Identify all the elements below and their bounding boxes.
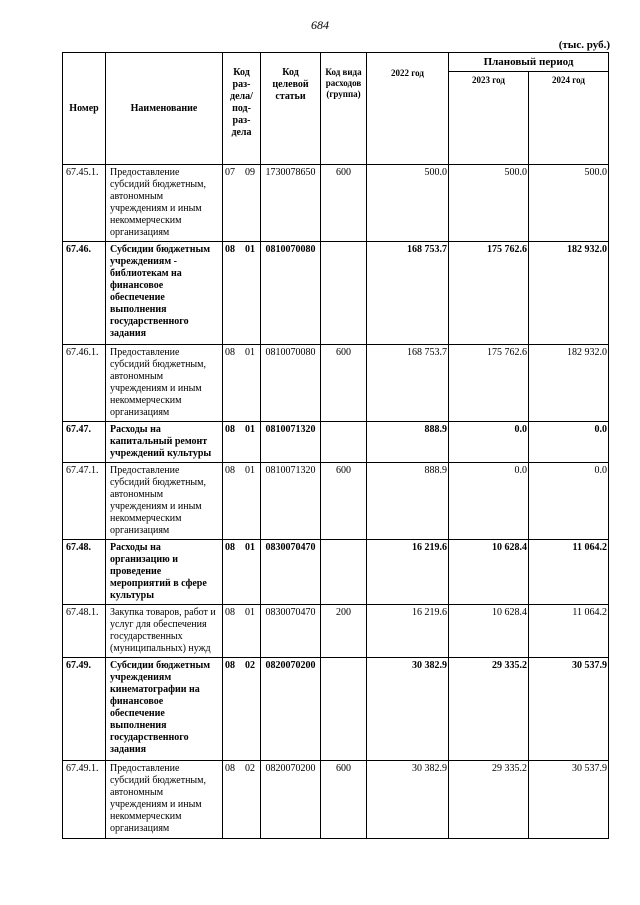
row-name: Предоставление субсидий бюджетным, автономным учреждениям и иным некоммерческим организациям: [106, 345, 223, 422]
table-row: [63, 463, 609, 540]
row-podrazdel: 02: [245, 763, 255, 774]
row-section-code: [223, 658, 261, 761]
row-number: 67.47.1.: [63, 463, 106, 540]
row-podrazdel: 01: [245, 465, 255, 476]
row-number: 67.49.: [63, 658, 106, 761]
row-2024: 30 537.9: [529, 658, 609, 761]
row-section-code: [223, 422, 261, 463]
row-name: Предоставление субсидий бюджетным, автономным учреждениям и иным некоммерческим организациям: [106, 165, 223, 242]
header-expense-type-code: Код вида расходов (группа): [321, 53, 367, 165]
header-section-code: Код раз-дела/ под-раз-дела: [223, 53, 261, 165]
table-row: [63, 605, 609, 658]
row-razdel: 08: [225, 763, 235, 774]
row-2024: 500.0: [529, 165, 609, 242]
header-year-2022: 2022 год: [367, 53, 449, 165]
row-number: 67.47.: [63, 422, 106, 463]
row-section-code: [223, 540, 261, 605]
row-name: Предоставление субсидий бюджетным, автономным учреждениям и иным некоммерческим организациям: [106, 463, 223, 540]
row-target-code: 0810071320: [261, 463, 321, 540]
row-expense-type: [321, 242, 367, 345]
page-number: 684: [311, 18, 329, 32]
row-podrazdel: 01: [245, 424, 255, 435]
row-2023: 0.0: [449, 422, 529, 463]
row-razdel: 08: [225, 542, 235, 553]
row-razdel: 08: [225, 424, 235, 435]
row-podrazdel: 01: [245, 347, 255, 358]
header-year-2024: 2024 год: [529, 72, 609, 165]
row-2022: 30 382.9: [367, 658, 449, 761]
row-2023: 10 628.4: [449, 605, 529, 658]
row-podrazdel: 09: [245, 167, 255, 178]
row-expense-type: 200: [321, 605, 367, 658]
row-razdel: 08: [225, 347, 235, 358]
row-2023: 10 628.4: [449, 540, 529, 605]
row-target-code: 0810070080: [261, 345, 321, 422]
table-row: [63, 165, 609, 242]
row-2022: 500.0: [367, 165, 449, 242]
row-razdel: 07: [225, 167, 235, 178]
row-target-code: 0810070080: [261, 242, 321, 345]
row-target-code: 0830070470: [261, 605, 321, 658]
row-expense-type: 600: [321, 463, 367, 540]
row-name: Субсидии бюджетным учреждениям кинематографии на финансовое обеспечение выполнения государственного задания: [106, 658, 223, 761]
row-expense-type: [321, 422, 367, 463]
header-year-2023: 2023 год: [449, 72, 529, 165]
row-2023: 175 762.6: [449, 345, 529, 422]
row-number: 67.49.1.: [63, 761, 106, 839]
row-podrazdel: 02: [245, 660, 255, 671]
row-expense-type: [321, 658, 367, 761]
table-row: [63, 761, 609, 839]
row-2024: 11 064.2: [529, 540, 609, 605]
row-2024: 30 537.9: [529, 761, 609, 839]
units-label: (тыс. руб.): [558, 39, 610, 51]
row-2024: 182 932.0: [529, 345, 609, 422]
row-name: Расходы на капитальный ремонт учреждений культуры: [106, 422, 223, 463]
table-row: [63, 658, 609, 761]
row-expense-type: [321, 540, 367, 605]
row-2022: 16 219.6: [367, 540, 449, 605]
row-2022: 888.9: [367, 422, 449, 463]
row-podrazdel: 01: [245, 607, 255, 618]
table-row: [63, 540, 609, 605]
row-2022: 888.9: [367, 463, 449, 540]
row-2022: 16 219.6: [367, 605, 449, 658]
row-target-code: 0810071320: [261, 422, 321, 463]
row-2023: 29 335.2: [449, 658, 529, 761]
row-section-code: [223, 242, 261, 345]
row-2023: 500.0: [449, 165, 529, 242]
row-razdel: 08: [225, 607, 235, 618]
row-2024: 182 932.0: [529, 242, 609, 345]
table-row: [63, 242, 609, 345]
row-number: 67.46.1.: [63, 345, 106, 422]
row-2022: 168 753.7: [367, 242, 449, 345]
row-razdel: 08: [225, 660, 235, 671]
row-section-code: [223, 605, 261, 658]
row-section-code: [223, 345, 261, 422]
row-section-code: [223, 761, 261, 839]
row-razdel: 08: [225, 465, 235, 476]
row-2024: 0.0: [529, 422, 609, 463]
row-name: Предоставление субсидий бюджетным, автономным учреждениям и иным некоммерческим организациям: [106, 761, 223, 839]
row-number: 67.48.1.: [63, 605, 106, 658]
row-podrazdel: 01: [245, 542, 255, 553]
row-section-code: [223, 165, 261, 242]
table-row: [63, 422, 609, 463]
header-name: Наименование: [106, 53, 223, 165]
row-2023: 175 762.6: [449, 242, 529, 345]
row-name: Субсидии бюджетным учреждениям - библиотекам на финансовое обеспечение выполнения государственного задания: [106, 242, 223, 345]
row-target-code: 0820070200: [261, 658, 321, 761]
row-target-code: 1730078650: [261, 165, 321, 242]
row-2024: 11 064.2: [529, 605, 609, 658]
row-name: Закупка товаров, работ и услуг для обеспечения государственных (муниципальных) нужд: [106, 605, 223, 658]
row-podrazdel: 01: [245, 244, 255, 255]
budget-table: [62, 52, 609, 839]
row-2023: 29 335.2: [449, 761, 529, 839]
row-target-code: 0830070470: [261, 540, 321, 605]
table-row: [63, 345, 609, 422]
row-target-code: 0820070200: [261, 761, 321, 839]
row-name: Расходы на организацию и проведение мероприятий в сфере культуры: [106, 540, 223, 605]
header-number: Номер: [63, 53, 106, 165]
row-number: 67.46.: [63, 242, 106, 345]
row-2022: 168 753.7: [367, 345, 449, 422]
row-2024: 0.0: [529, 463, 609, 540]
row-expense-type: 600: [321, 345, 367, 422]
row-number: 67.48.: [63, 540, 106, 605]
row-number: 67.45.1.: [63, 165, 106, 242]
row-2023: 0.0: [449, 463, 529, 540]
header-plan-period: Плановый период: [449, 53, 609, 72]
row-expense-type: 600: [321, 165, 367, 242]
row-2022: 30 382.9: [367, 761, 449, 839]
row-section-code: [223, 463, 261, 540]
row-razdel: 08: [225, 244, 235, 255]
row-expense-type: 600: [321, 761, 367, 839]
header-target-code: Код целевой статьи: [261, 53, 321, 165]
